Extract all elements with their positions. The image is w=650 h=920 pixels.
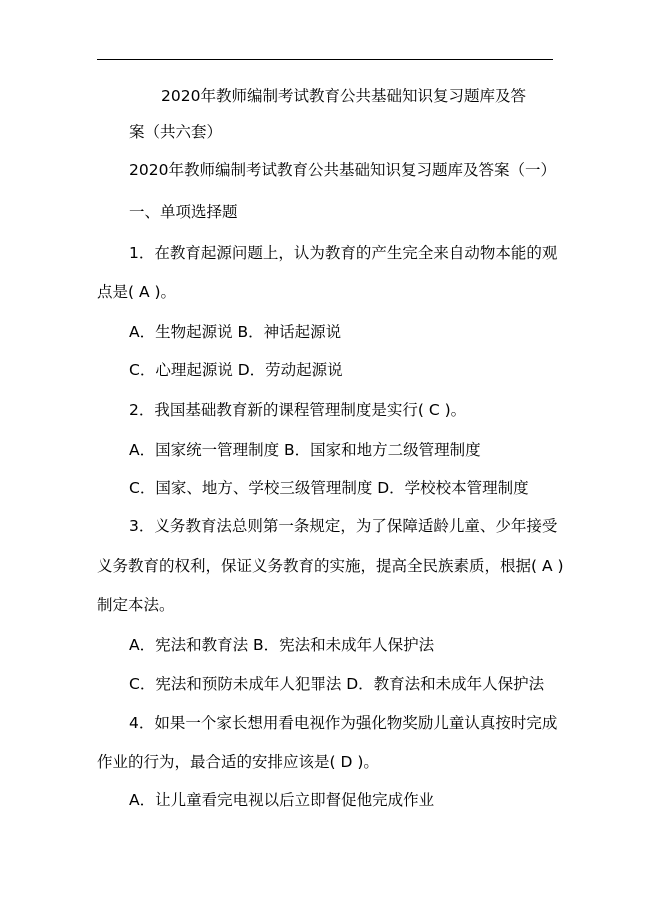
question-3-options-cd: C．宪法和预防未成年人犯罪法 D．教育法和未成年人保护法 [129,675,545,693]
question-3-line-2: 义务教育的权利，保证义务教育的实施，提高全民族素质，根据( A ) [97,557,564,575]
header-rule [97,59,553,60]
question-1-options-cd: C．心理起源说 D．劳动起源说 [129,361,343,379]
title-line-1: 2020年教师编制考试教育公共基础知识复习题库及答 [161,87,526,105]
question-3-line-3: 制定本法。 [97,596,175,614]
subtitle: 2020年教师编制考试教育公共基础知识复习题库及答案（一） [129,161,556,179]
question-3-options-ab: A．宪法和教育法 B．宪法和未成年人保护法 [129,636,435,654]
question-3-line-1: 3．义务教育法总则第一条规定，为了保障适龄儿童、少年接受 [129,517,558,535]
question-1-line-2: 点是( A )。 [97,283,177,301]
title-line-2: 案（共六套） [129,123,223,141]
question-4-line-1: 4．如果一个家长想用看电视作为强化物奖励儿童认真按时完成 [129,714,558,732]
question-2-options-cd: C．国家、地方、学校三级管理制度 D．学校校本管理制度 [129,479,529,497]
section-heading: 一、单项选择题 [129,203,238,221]
question-1-line-1: 1．在教育起源问题上，认为教育的产生完全来自动物本能的观 [129,244,558,262]
question-2-line-1: 2．我国基础教育新的课程管理制度是实行( C )。 [129,401,467,419]
question-4-option-a: A．让儿童看完电视以后立即督促他完成作业 [129,791,435,809]
question-2-options-ab: A．国家统一管理制度 B．国家和地方二级管理制度 [129,441,481,459]
question-4-line-2: 作业的行为，最合适的安排应该是( D )。 [97,753,379,771]
question-1-options-ab: A．生物起源说 B．神话起源说 [129,323,342,341]
